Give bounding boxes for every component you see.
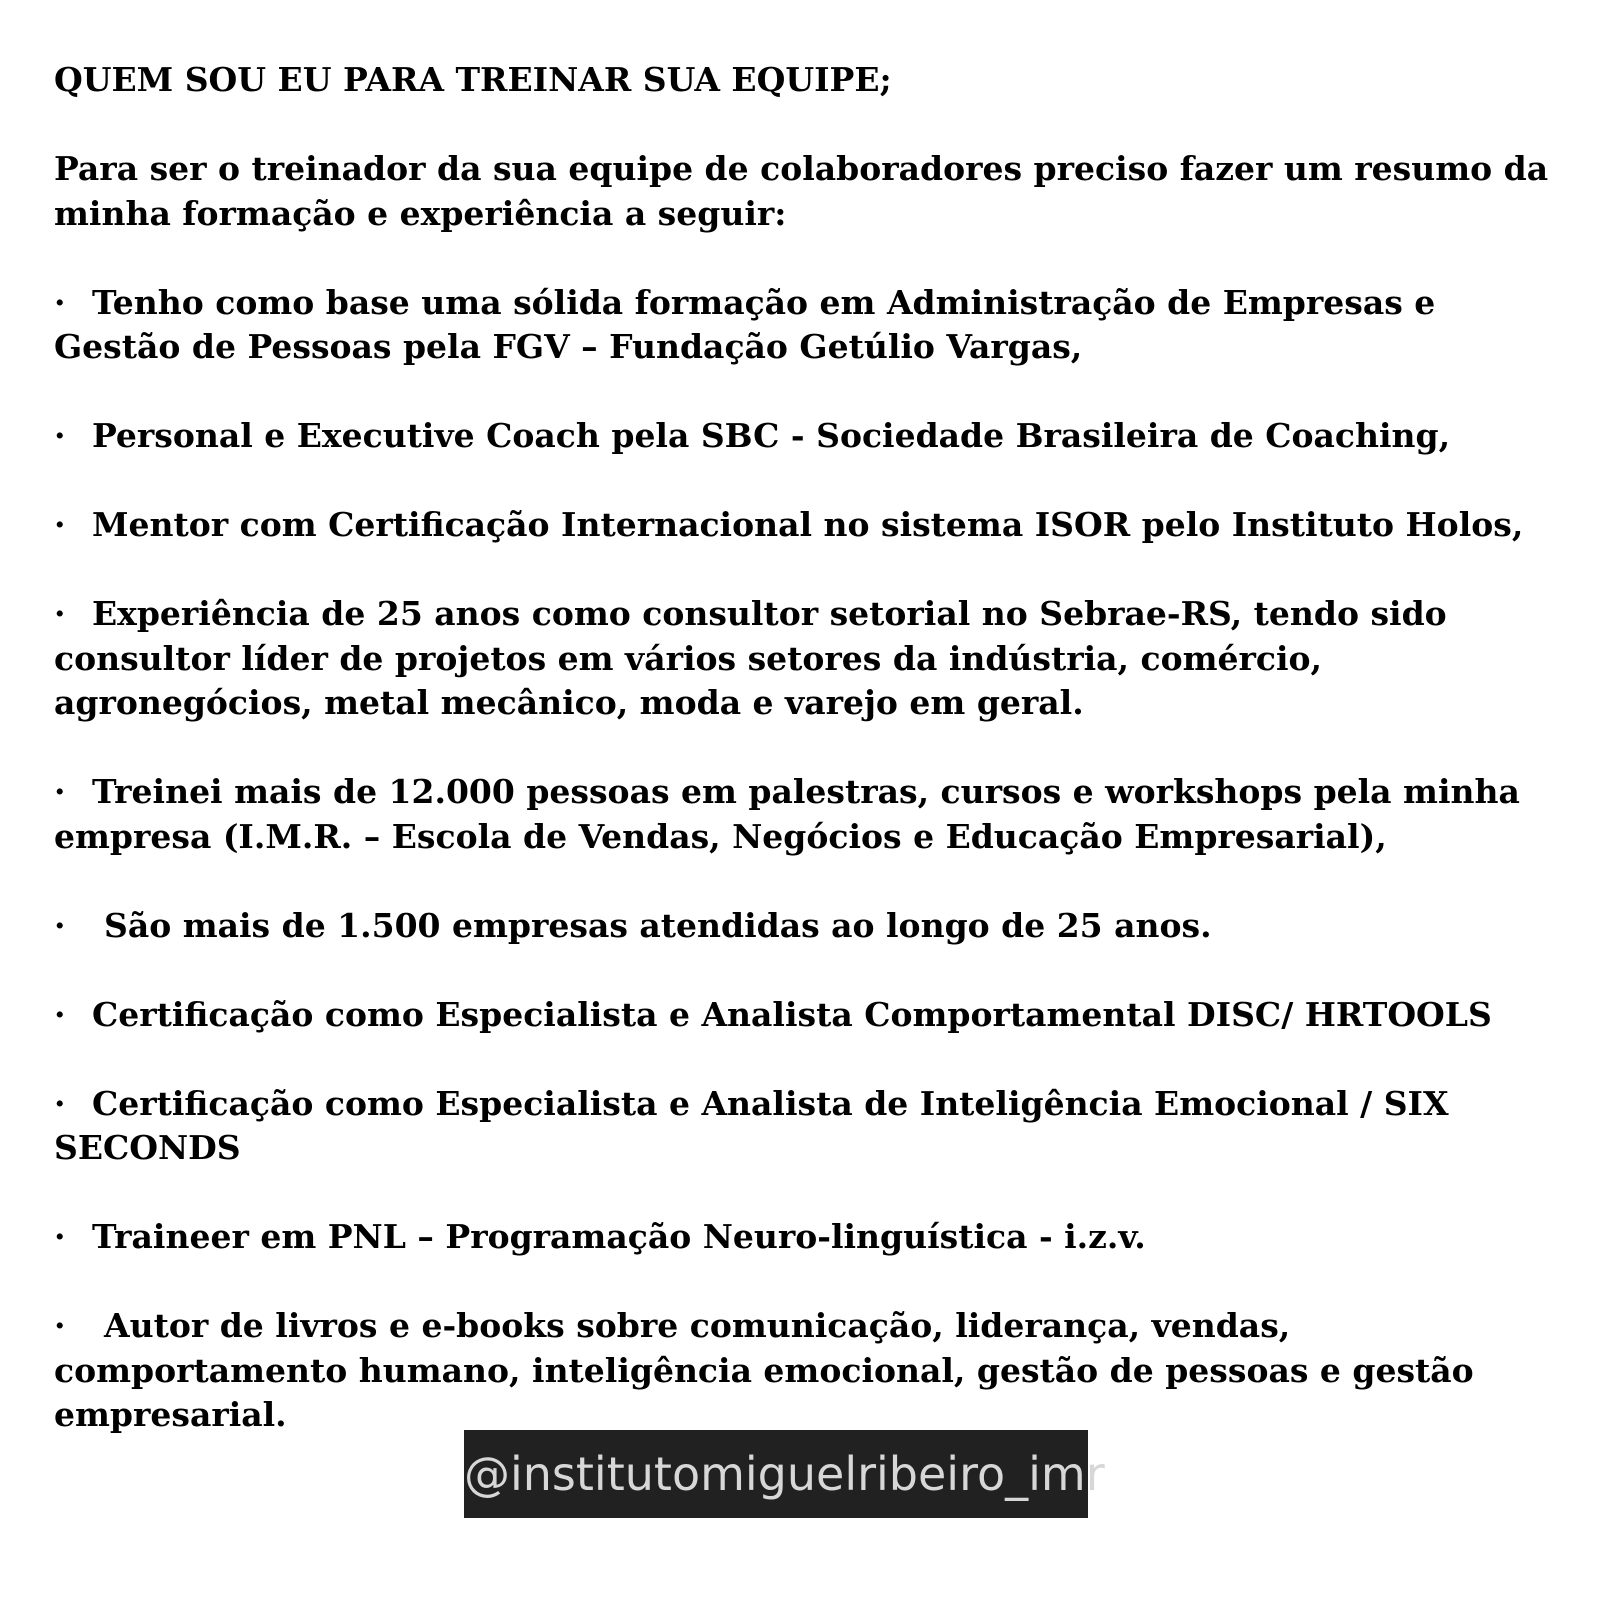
bullet-icon: · (54, 905, 66, 945)
list-item (54, 281, 1550, 370)
bullet-icon: · (54, 1306, 66, 1345)
list-item (54, 592, 1550, 726)
list-item-text: Treinei mais de 12.000 pessoas em palestras, cursos e workshops pela minha empresa (I.M.R. – Escola de Vendas, Negócios e Educação Empresarial), (54, 772, 1520, 856)
list-item (54, 904, 1550, 949)
list-item-text: Personal e Executive Coach pela SBC - Sociedade Brasileira de Coaching, (92, 416, 1451, 455)
bullet-icon: · (54, 772, 66, 811)
bullet-icon: · (54, 282, 66, 322)
bullet-icon: · (54, 505, 66, 544)
list-item-text: Mentor com Certificação Internacional no sistema ISOR pelo Instituto Holos, (92, 505, 1524, 544)
list-item (54, 1304, 1550, 1438)
credentials-list (54, 281, 1550, 1438)
bullet-icon: · (54, 416, 66, 455)
list-item (54, 770, 1550, 859)
watermark-handle: @institutomiguelribeiro_imr (464, 1430, 1088, 1518)
list-item-text: Traineer em PNL – Programação Neuro-linguística - i.z.v. (92, 1217, 1146, 1256)
list-item (54, 1082, 1550, 1171)
list-item-text: Experiência de 25 anos como consultor setorial no Sebrae-RS, tendo sido consultor líder de projetos em vários setores da indústria, comércio, agronegócios, metal mecânico, moda e varejo em geral. (54, 594, 1447, 722)
bullet-icon: · (54, 1083, 66, 1123)
intro-paragraph: Para ser o treinador da sua equipe de colaboradores preciso fazer um resumo da minha formação e experiência a seguir: (54, 149, 1549, 233)
list-item (54, 414, 1550, 459)
list-item (54, 503, 1550, 548)
document-title: QUEM SOU EU PARA TREINAR SUA EQUIPE; (54, 60, 892, 99)
list-item-text: Certificação como Especialista e Analista de Inteligência Emocional / SIX SECONDS (54, 1083, 1449, 1167)
list-item-text: Tenho como base uma sólida formação em Administração de Empresas e Gestão de Pessoas pela FGV – Fundação Getúlio Vargas, (54, 282, 1436, 366)
list-item-text: Certificação como Especialista e Analista Comportamental DISC/ HRTOOLS (92, 994, 1492, 1034)
list-item-text: Autor de livros e e-books sobre comunicação, liderança, vendas, comportamento humano, inteligência emocional, gestão de pessoas e gestão empresarial. (54, 1306, 1474, 1434)
bullet-icon: · (54, 1217, 66, 1256)
bullet-icon: · (54, 594, 66, 633)
document (54, 58, 1550, 1482)
list-item (54, 1215, 1550, 1260)
bullet-icon: · (54, 994, 66, 1034)
list-item-text: São mais de 1.500 empresas atendidas ao longo de 25 anos. (104, 905, 1212, 945)
list-item (54, 993, 1550, 1038)
